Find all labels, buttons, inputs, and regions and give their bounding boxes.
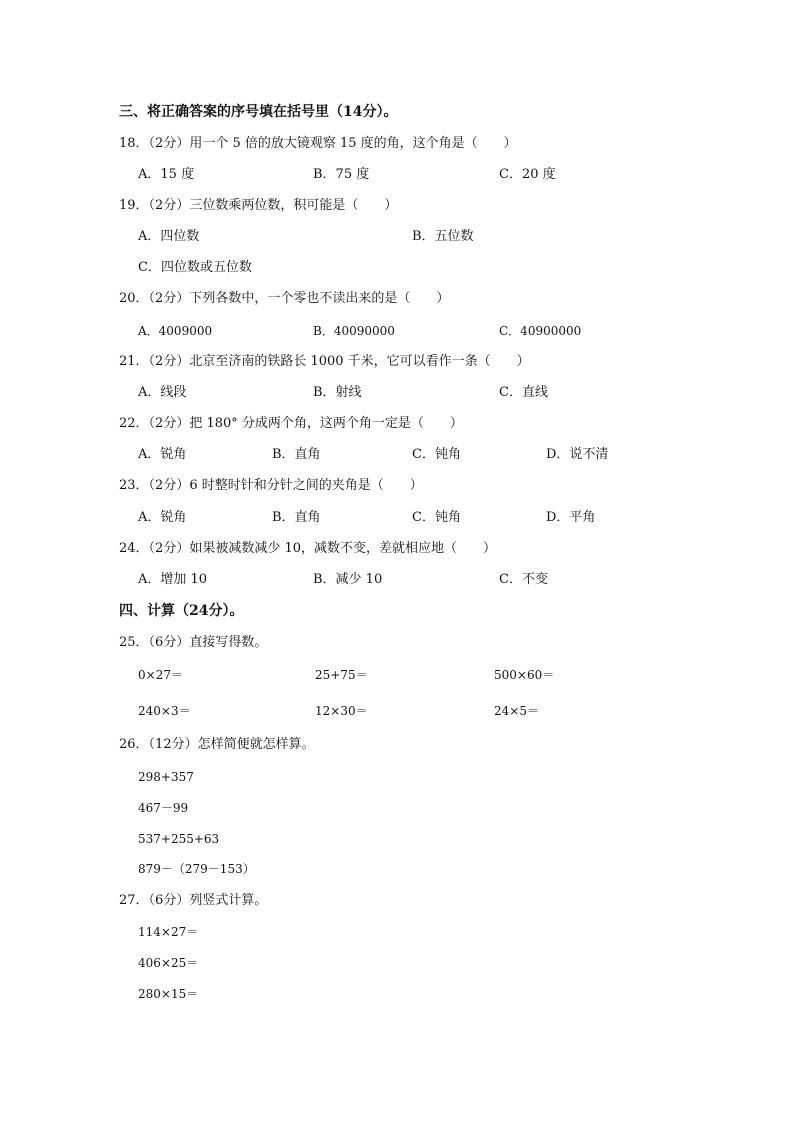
question-18-stem: 18．（2分）用一个 5 倍的放大镜观察 15 度的角，这个角是（ ）	[119, 136, 517, 151]
expression-item: 298+357	[138, 770, 194, 784]
calc-item: 500×60＝	[494, 668, 555, 682]
calc-item: 25+75＝	[315, 668, 368, 682]
question-27-stem: 27．（6分）列竖式计算。	[119, 893, 268, 908]
question-23-option-d: D．平角	[546, 510, 596, 525]
question-26-stem: 26．（12分）怎样简便就怎样算。	[119, 737, 315, 752]
question-20-option-c: C．40900000	[499, 324, 582, 338]
question-24-option-a: A．增加 10	[138, 572, 208, 587]
question-25-stem: 25．（6分）直接写得数。	[119, 635, 268, 650]
question-22-option-c: C．钝角	[412, 447, 461, 462]
question-19-stem: 19．（2分）三位数乘两位数，积可能是（ ）	[119, 198, 398, 213]
expression-item: 879－（279－153）	[138, 862, 255, 876]
calc-item: 12×30＝	[315, 704, 368, 718]
question-22-option-d: D．说不清	[546, 447, 609, 462]
question-21-option-a: A．线段	[138, 385, 187, 400]
section-3-heading: 三、将正确答案的序号填在括号里（14分）。	[119, 104, 398, 120]
question-22-stem: 22．（2分）把 180° 分成两个角，这两个角一定是（ ）	[119, 416, 463, 431]
question-21-stem: 21．（2分）北京至济南的铁路长 1000 千米，它可以看作一条（ ）	[119, 354, 530, 369]
question-18-option-b: B．75 度	[313, 167, 370, 182]
question-20-option-a: A．4009000	[138, 324, 213, 338]
calc-item: 0×27＝	[138, 668, 183, 682]
question-23-option-a: A．锐角	[138, 510, 187, 525]
expression-item: 467－99	[138, 801, 189, 815]
question-22-option-b: B．直角	[272, 447, 321, 462]
question-24-stem: 24．（2分）如果被减数减少 10，减数不变，差就相应地（ ）	[119, 541, 496, 556]
calc-item: 24×5＝	[494, 704, 539, 718]
vertical-calc-item: 114×27＝	[138, 925, 199, 939]
question-21-option-b: B．射线	[313, 385, 362, 400]
question-19-option-a: A．四位数	[138, 229, 200, 244]
question-20-stem: 20．（2分）下列各数中，一个零也不读出来的是（ ）	[119, 291, 450, 306]
question-24-option-c: C．不变	[499, 572, 548, 587]
expression-item: 537+255+63	[138, 832, 220, 846]
question-19-option-c: C．四位数或五位数	[138, 260, 252, 275]
question-21-option-c: C．直线	[499, 385, 548, 400]
question-23-option-b: B．直角	[272, 510, 321, 525]
question-23-stem: 23．（2分）6 时整时针和分针之间的夹角是（ ）	[119, 478, 423, 493]
calc-item: 240×3＝	[138, 704, 191, 718]
question-23-option-c: C．钝角	[412, 510, 461, 525]
question-19-option-b: B．五位数	[412, 229, 474, 244]
vertical-calc-item: 280×15＝	[138, 987, 199, 1001]
question-20-option-b: B．40090000	[313, 324, 395, 338]
question-18-option-a: A．15 度	[138, 167, 195, 182]
question-18-option-c: C．20 度	[499, 167, 556, 182]
vertical-calc-item: 406×25＝	[138, 956, 199, 970]
question-22-option-a: A．锐角	[138, 447, 187, 462]
section-4-heading: 四、计算（24分）。	[119, 603, 244, 619]
question-24-option-b: B．减少 10	[313, 572, 383, 587]
